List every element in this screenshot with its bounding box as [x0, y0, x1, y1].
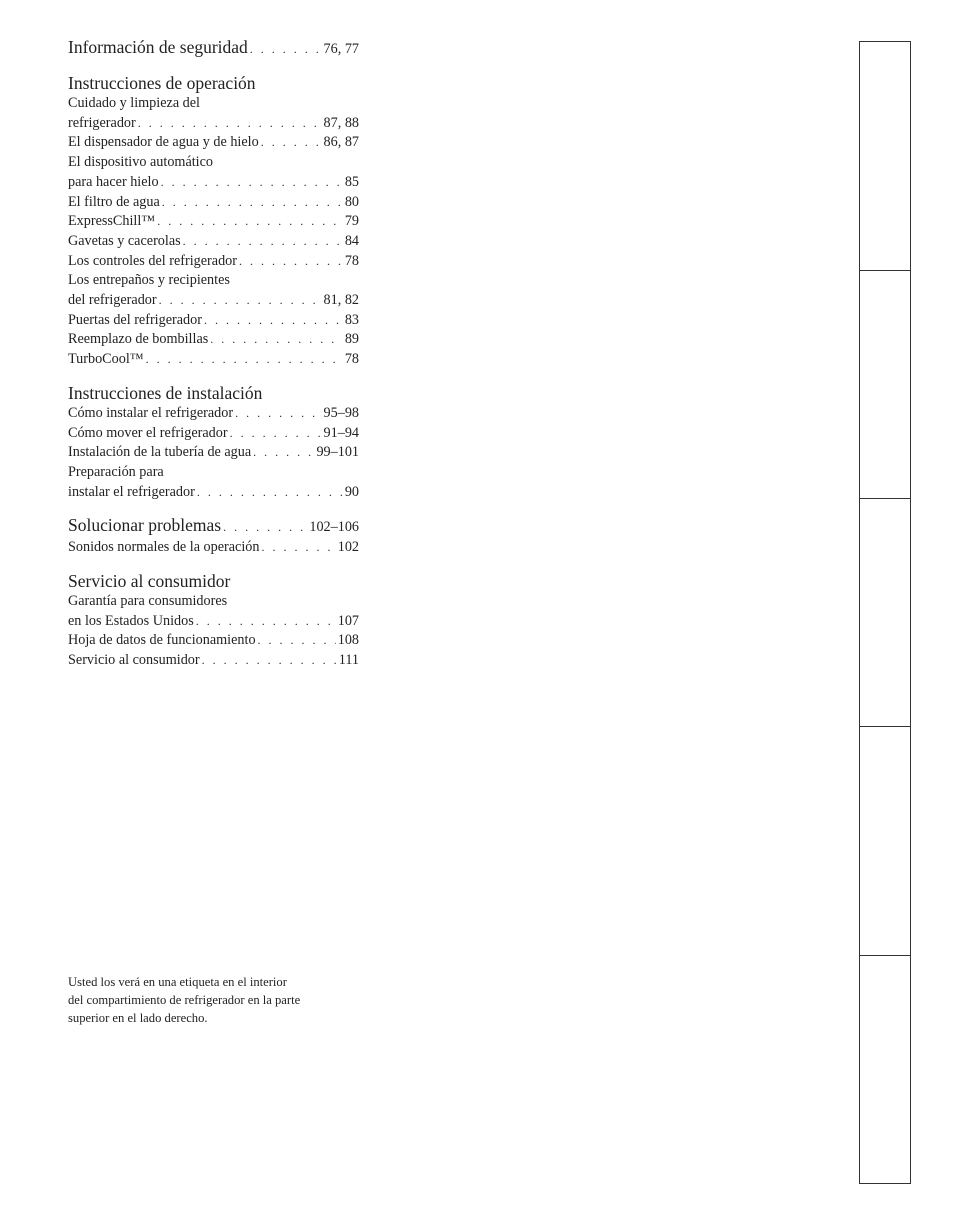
dot-leader — [159, 291, 322, 311]
toc-section-servicio — [68, 570, 359, 671]
toc-entry[interactable] — [68, 193, 359, 213]
page-numbers: 85 — [344, 173, 359, 190]
dot-leader — [230, 424, 322, 444]
toc-entry[interactable] — [68, 631, 359, 651]
entry-label: El filtro de agua — [68, 193, 160, 210]
entry-label: Puertas del refrigerador — [68, 311, 202, 328]
dot-leader — [250, 38, 322, 60]
entry-label: El dispensador de agua y de hielo — [68, 134, 259, 151]
tab-divider — [860, 270, 910, 271]
entry-first-line: Los entrepaños y recipientes — [68, 272, 230, 289]
entry-label: Cómo mover el refrigerador — [68, 424, 228, 441]
dot-leader — [204, 311, 343, 331]
page-numbers: 95–98 — [323, 404, 359, 421]
page-numbers: 90 — [344, 483, 359, 500]
page-numbers: 91–94 — [323, 424, 359, 441]
section-heading: Instrucciones de instalación — [68, 382, 263, 403]
entry-label: instalar el refrigerador — [68, 483, 195, 500]
entry-first-line: Garantía para consumidores — [68, 593, 228, 610]
entry-label: para hacer hielo — [68, 173, 159, 190]
page-numbers: 108 — [337, 632, 359, 649]
toc-entry[interactable] — [68, 443, 359, 463]
dot-leader — [253, 443, 314, 463]
dot-leader — [258, 631, 336, 651]
entry-label: Gavetas y cacerolas — [68, 232, 181, 249]
dot-leader — [146, 350, 343, 370]
toc-entry[interactable] — [68, 651, 359, 671]
entry-label: TurboCool™ — [68, 351, 144, 368]
toc-entry[interactable] — [68, 404, 359, 424]
toc-heading-entry[interactable] — [68, 514, 359, 538]
entry-first-line: El dispositivo automático — [68, 154, 214, 171]
tab-divider — [860, 498, 910, 499]
page-numbers: 107 — [337, 612, 359, 629]
dot-leader — [261, 133, 322, 153]
tab-divider — [860, 726, 910, 727]
tab-divider — [860, 955, 910, 956]
toc-section-instalacion — [68, 382, 359, 503]
note-line: del compartimiento de refrigerador en la parte — [68, 992, 301, 1007]
toc-entry[interactable] — [68, 350, 359, 370]
page-numbers: 89 — [344, 331, 359, 348]
page-numbers: 78 — [344, 252, 359, 269]
entry-label: Reemplazo de bombillas — [68, 331, 209, 348]
toc-entry[interactable] — [68, 94, 359, 133]
section-tabs — [859, 41, 911, 1184]
section-heading: Instrucciones de operación — [68, 73, 256, 93]
toc-entry[interactable] — [68, 538, 359, 558]
dot-leader — [196, 612, 336, 632]
entry-first-line: Preparación para — [68, 463, 164, 480]
page-numbers: 79 — [344, 213, 359, 230]
page-numbers: 81, 82 — [323, 292, 359, 309]
toc-section-operacion — [68, 72, 359, 370]
entry-label: en los Estados Unidos — [68, 612, 194, 629]
page-numbers: 78 — [344, 351, 359, 368]
toc-entry[interactable] — [68, 153, 359, 192]
entry-label: refrigerador — [68, 114, 136, 131]
entry-label: Sonidos normales de la operación — [68, 539, 260, 556]
dot-leader — [197, 483, 343, 503]
note-line: Usted los verá en una etiqueta en el interior — [68, 975, 287, 989]
section-heading: Solucionar problemas — [68, 515, 222, 536]
toc-entry[interactable] — [68, 463, 359, 502]
entry-label: Cómo instalar el refrigerador — [68, 404, 234, 421]
page-numbers: 87, 88 — [323, 114, 359, 131]
dot-leader — [161, 173, 343, 193]
page-numbers: 76, 77 — [323, 41, 359, 57]
toc-entry[interactable] — [68, 133, 359, 153]
dot-leader — [210, 330, 343, 350]
dot-leader — [239, 252, 343, 272]
entry-label: Instalación de la tubería de agua — [68, 444, 252, 461]
table-of-contents — [68, 36, 359, 683]
toc-heading-entry[interactable] — [68, 36, 359, 60]
page-numbers: 83 — [344, 311, 359, 328]
toc-section-problemas — [68, 514, 359, 558]
toc-entry[interactable] — [68, 330, 359, 350]
section-heading: Servicio al consumidor — [68, 571, 231, 592]
dot-leader — [183, 232, 343, 252]
toc-entry[interactable] — [68, 212, 359, 232]
label-location-note — [68, 974, 368, 1027]
page-numbers: 99–101 — [316, 444, 359, 461]
dot-leader — [202, 651, 337, 671]
toc-entry[interactable] — [68, 232, 359, 252]
toc-entry[interactable] — [68, 592, 359, 631]
dot-leader — [162, 193, 343, 213]
entry-label: Servicio al consumidor — [68, 652, 200, 669]
entry-label: ExpressChill™ — [68, 213, 156, 230]
page-numbers: 111 — [338, 652, 359, 669]
entry-label: del refrigerador — [68, 292, 157, 309]
toc-entry[interactable] — [68, 271, 359, 310]
toc-entry[interactable] — [68, 311, 359, 331]
toc-section-seguridad — [68, 36, 359, 60]
page-numbers: 102 — [337, 539, 359, 556]
toc-entry[interactable] — [68, 252, 359, 272]
page-numbers: 102–106 — [309, 519, 359, 536]
entry-label: Hoja de datos de funcionamiento — [68, 632, 256, 649]
dot-leader — [157, 212, 343, 232]
note-line: superior en el lado derecho. — [68, 1010, 208, 1025]
entry-first-line: Cuidado y limpieza del — [68, 95, 200, 111]
dot-leader — [261, 538, 335, 558]
page-numbers: 80 — [344, 193, 359, 210]
toc-entry[interactable] — [68, 424, 359, 444]
entry-label: Los controles del refrigerador — [68, 252, 237, 269]
dot-leader — [235, 404, 321, 424]
page-numbers: 84 — [344, 232, 359, 249]
section-heading: Información de seguridad — [68, 37, 248, 57]
page-numbers: 86, 87 — [323, 134, 359, 151]
dot-leader — [223, 516, 307, 538]
dot-leader — [138, 114, 322, 134]
